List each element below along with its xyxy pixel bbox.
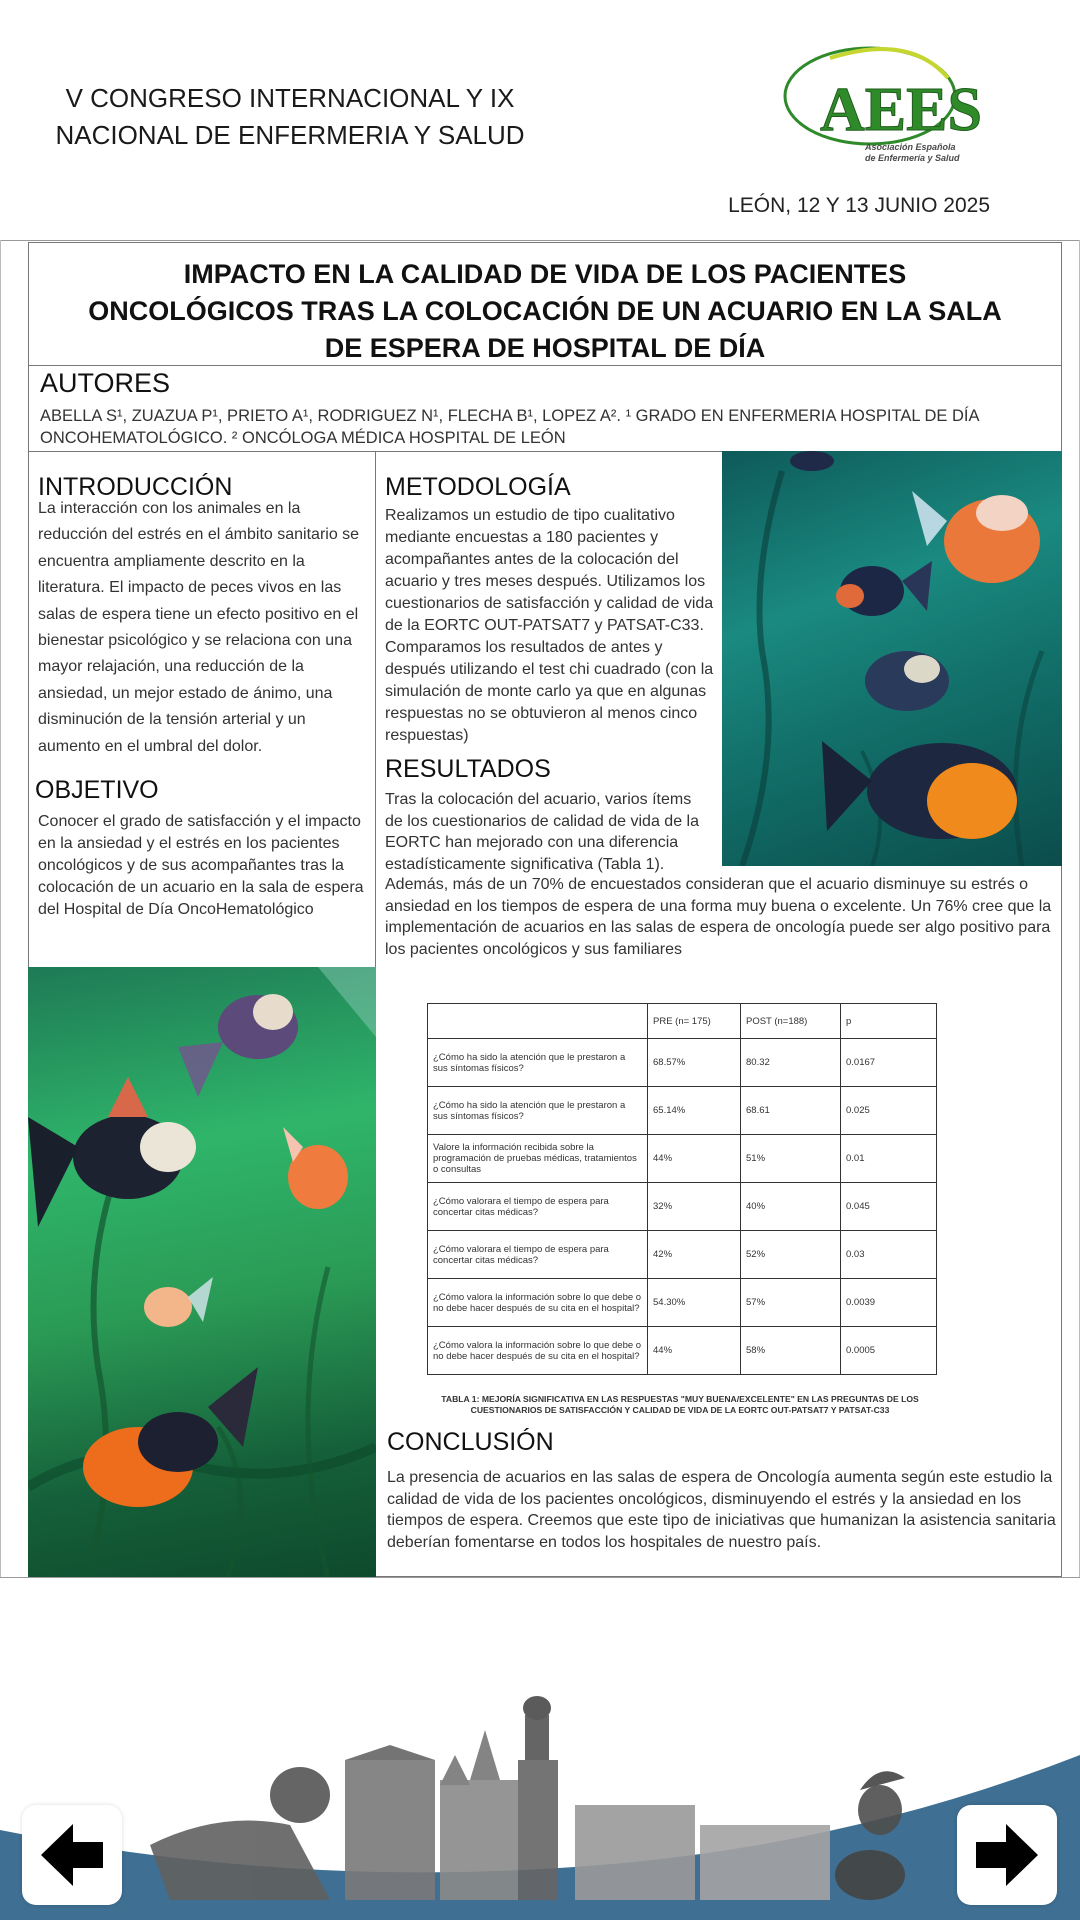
conclusion-text: La presencia de acuarios en las salas de espera de Oncología aumenta según este estudio la calidad de vida de los pacientes oncológicos, disminuyendo el estrés y la ansiedad en los tiempos de espera. Creemos que este tipo de iniciativas que humanizan la asistencia sanitaria deberían fomentarse en todos los hospitales de nuestro país. — [387, 1469, 1056, 1551]
arrow-left-icon — [37, 1820, 107, 1890]
authors-names: ABELLA S¹, ZUAZUA P¹, PRIETO A¹, RODRIGUEZ N¹, FLECHA B¹, LOPEZ A². — [40, 407, 621, 425]
table-cell-post: 57% — [741, 1279, 841, 1327]
table-row — [428, 1087, 937, 1135]
metodologia-text: Realizamos un estudio de tipo cualitativo mediante encuestas a 180 pacientes y acompañantes antes de la colocación del acuario y tres meses después. Utilizamos los cuestionarios de satisfacción y calidad de vida de la EORTC OUT-PATSAT7 y PATSAT-C33. Comparamos los resultados de antes y después utilizando el test chi cuadrado (con la simulación de monte carlo ya que en algunas respuestas no se obtuvieron al menos cinco respuestas) — [385, 507, 714, 744]
table-cell-post: 58% — [741, 1327, 841, 1375]
table-row — [428, 1183, 937, 1231]
congress-title — [40, 80, 540, 154]
logo-caption-1: Asociación Española — [865, 142, 956, 152]
table-cell-p: 0.0039 — [841, 1279, 937, 1327]
objetivo-heading: OBJETIVO — [35, 776, 159, 804]
table-cell-question: ¿Cómo valorara el tiempo de espera para concertar citas médicas? — [428, 1231, 648, 1279]
table-caption — [420, 1394, 940, 1416]
table-row — [428, 1231, 937, 1279]
resultados-text-detail: Además, más de un 70% de encuestados consideran que el acuario disminuye su estrés o ansiedad en los tiempos de espera de una forma muy buena o excelente. Un 76% cree que la implementación de acuarios en las salas de espera de oncología puede ser algo positivo para los pacientes oncológicos y sus familiares — [385, 876, 1052, 958]
poster-title-line3: DE ESPERA DE HOSPITAL DE DÍA — [324, 333, 766, 363]
table-cell-question: Valore la información recibida sobre la programación de pruebas médicas, tratamientos o consultas — [428, 1135, 648, 1183]
table-cell-post: 40% — [741, 1183, 841, 1231]
intro-text: La interacción con los animales en la reducción del estrés en el ámbito sanitario se encuentra ampliamente descrito en la literatura. El impacto de peces vivos en las salas de espera tiene un efecto positivo en el bienestar psicológico y se relaciona con una mayor relajación, una reducción de la ansiedad, un mejor estado de ánimo, una disminución de la tensión arterial y un aumento en el umbral del dolor. — [38, 500, 360, 755]
affiliation-1: ¹ GRADO EN ENFERMERIA HOSPITAL DE DÍA ONCOHEMATOLÓGICO. — [40, 407, 979, 447]
table-cell-p: 0.01 — [841, 1135, 937, 1183]
table-header-p: p — [841, 1004, 937, 1039]
table-row — [428, 1039, 937, 1087]
table-cell-post: 80.32 — [741, 1039, 841, 1087]
table-row — [428, 1135, 937, 1183]
table-cell-pre: 32% — [648, 1183, 741, 1231]
congress-title-line2: NACIONAL DE ENFERMERIA Y SALUD — [55, 120, 525, 150]
table-cell-post: 68.61 — [741, 1087, 841, 1135]
table-cell-pre: 44% — [648, 1327, 741, 1375]
table-cell-pre: 65.14% — [648, 1087, 741, 1135]
next-page-button[interactable] — [957, 1805, 1057, 1905]
table-cell-pre: 44% — [648, 1135, 741, 1183]
table-cell-p: 0.045 — [841, 1183, 937, 1231]
congress-date: LEÓN, 12 Y 13 JUNIO 2025 — [728, 194, 990, 217]
conclusion-heading: CONCLUSIÓN — [387, 1428, 554, 1456]
table-cell-question: ¿Cómo valorara el tiempo de espera para concertar citas médicas? — [428, 1183, 648, 1231]
goldfish-photo-top — [722, 451, 1062, 866]
arrow-right-icon — [972, 1820, 1042, 1890]
poster-title-line1: IMPACTO EN LA CALIDAD DE VIDA DE LOS PACIENTES — [183, 259, 907, 289]
table-cell-p: 0.0005 — [841, 1327, 937, 1375]
poster-title-line2: ONCOLÓGICOS TRAS LA COLOCACIÓN DE UN ACUARIO EN LA SALA — [88, 296, 1002, 326]
resultados-text-intro: Tras la colocación del acuario, varios ítems de los cuestionarios de calidad de vida de la EORTC han mejorado con una diferencia estadísticamente significativa (Tabla 1). — [385, 791, 699, 873]
logo-lettering: AEES — [820, 76, 982, 144]
left-border-line — [0, 240, 1, 1578]
table-cell-p: 0.03 — [841, 1231, 937, 1279]
table-caption-line2: CUESTIONARIOS DE SATISFACCIÓN Y CALIDAD DE VIDA DE LA EORTC OUT-PATSAT7 Y PATSAT-C33 — [470, 1405, 890, 1415]
table-caption-line1: TABLA 1: MEJORÍA SIGNIFICATIVA EN LAS RESPUESTAS "MUY BUENA/EXCELENTE" EN LAS PREGUNTAS DE LOS — [441, 1394, 919, 1404]
table-row — [428, 1279, 937, 1327]
table-cell-pre: 42% — [648, 1231, 741, 1279]
previous-page-button[interactable] — [22, 1805, 122, 1905]
logo-caption-2: de Enfermería y Salud — [865, 153, 960, 163]
table-cell-post: 51% — [741, 1135, 841, 1183]
results-table — [427, 1003, 937, 1375]
table-header-post: POST (n=188) — [741, 1004, 841, 1039]
table-header-row — [428, 1004, 937, 1039]
table-header-question — [428, 1004, 648, 1039]
affiliation-2: ² ONCÓLOGA MÉDICA HOSPITAL DE LEÓN — [231, 429, 566, 447]
table-row — [428, 1327, 937, 1375]
title-divider — [28, 365, 1062, 366]
leon-monuments-footer — [0, 1660, 1080, 1920]
table-cell-question: ¿Cómo valora la información sobre lo que debe o no debe hacer después de su cita en el hospital? — [428, 1327, 648, 1375]
table-cell-question: ¿Cómo valora la información sobre lo que debe o no debe hacer después de su cita en el hospital? — [428, 1279, 648, 1327]
congress-title-line1: V CONGRESO INTERNACIONAL Y IX — [65, 83, 515, 113]
aees-logo — [770, 38, 990, 168]
table-cell-p: 0.0167 — [841, 1039, 937, 1087]
objetivo-text: Conocer el grado de satisfacción y el impacto en la ansiedad y el estrés en los pacientes oncológicos y de sus acompañantes tras la colocación de un acuario en la sala de espera del Hospital de Día OncoHematológico — [38, 813, 364, 918]
table-header-pre: PRE (n= 175) — [648, 1004, 741, 1039]
table-cell-pre: 54.30% — [648, 1279, 741, 1327]
authors-heading: AUTORES — [40, 368, 171, 398]
table-cell-p: 0.025 — [841, 1087, 937, 1135]
table-cell-post: 52% — [741, 1231, 841, 1279]
table-cell-question: ¿Cómo ha sido la atención que le prestaron a sus síntomas físicos? — [428, 1087, 648, 1135]
table-cell-pre: 68.57% — [648, 1039, 741, 1087]
header-divider — [0, 240, 1080, 241]
poster-title — [28, 256, 1062, 367]
intro-heading: INTRODUCCIÓN — [38, 473, 233, 501]
authors-text — [40, 405, 1050, 449]
metodologia-heading: METODOLOGÍA — [385, 473, 571, 501]
table-cell-question: ¿Cómo ha sido la atención que le prestaron a sus síntomas físicos? — [428, 1039, 648, 1087]
column-divider — [375, 451, 376, 967]
goldfish-photo-bottom — [28, 967, 376, 1577]
poster-bottom-divider — [0, 1577, 1080, 1578]
resultados-heading: RESULTADOS — [385, 755, 551, 783]
